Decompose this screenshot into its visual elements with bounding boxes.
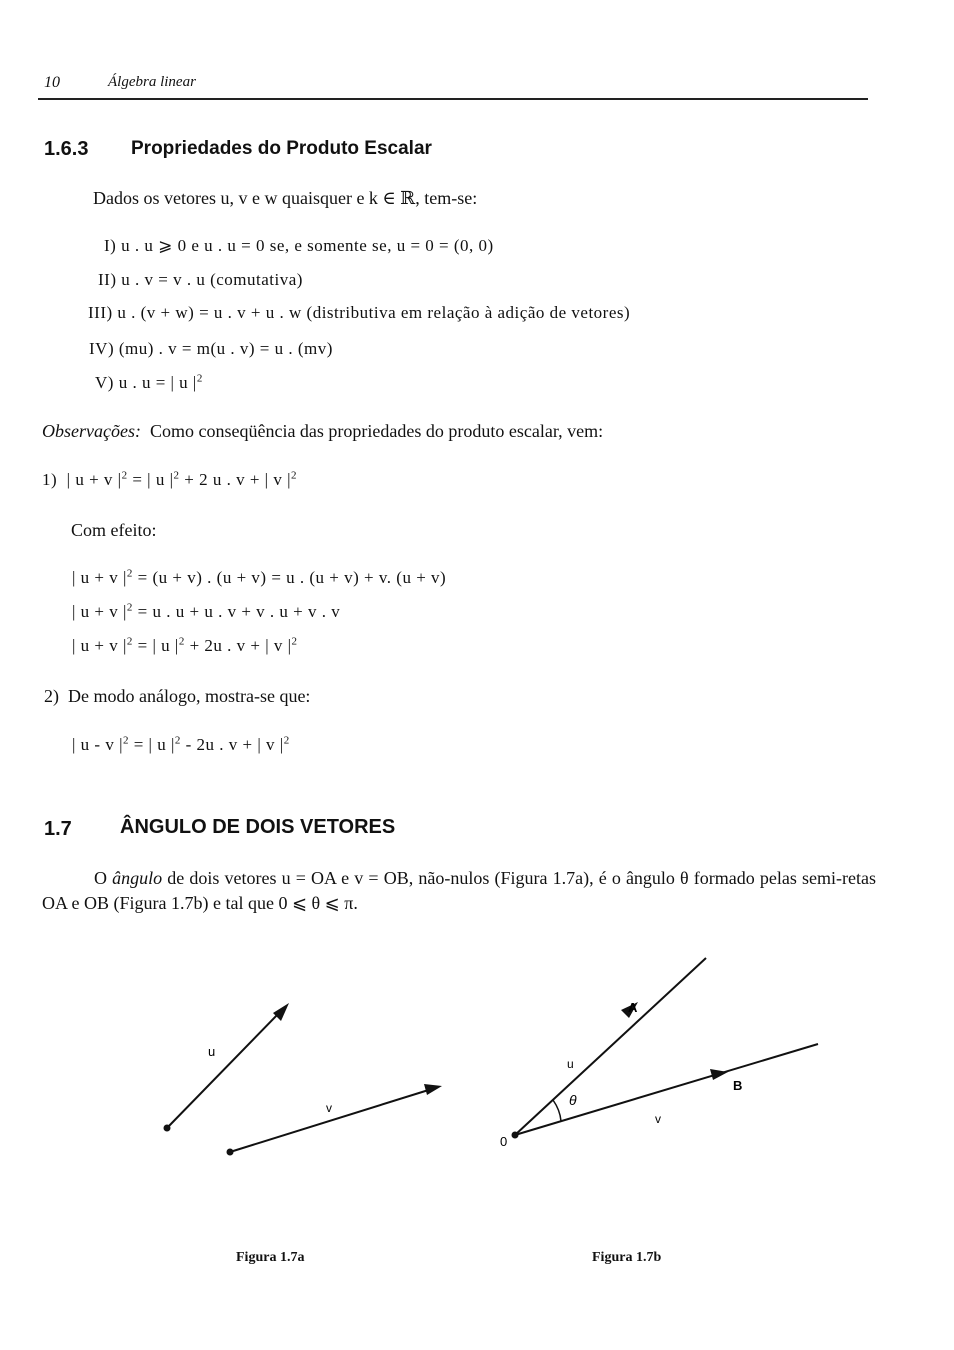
observation-2 xyxy=(44,686,310,707)
property-5-exponent: 2 xyxy=(196,372,203,385)
property-2: II) u . v = v . u (comutativa) xyxy=(98,270,303,289)
figure-a-caption: Figura 1.7a xyxy=(236,1250,305,1265)
figure-a-label-u: u xyxy=(208,1044,216,1059)
vector-v-origin-dot xyxy=(227,1149,234,1156)
vector-u-arrowhead xyxy=(273,1003,289,1021)
proof1-part2: = (u + v) . (u + v) = u . (u + v) + v. (u + v) xyxy=(132,568,447,587)
obs2-part1: | u - v | xyxy=(72,735,123,754)
proof2-exp: 2 xyxy=(126,601,133,614)
angle-def-start: O xyxy=(94,868,113,888)
figure-b-label-B: B xyxy=(733,1078,743,1093)
proof1-exp: 2 xyxy=(126,567,133,580)
obs1-exp3: 2 xyxy=(290,469,297,482)
figure-b-label-theta: θ xyxy=(569,1092,577,1108)
obs2-exp3: 2 xyxy=(283,734,290,747)
obs2-text: De modo análogo, mostra-se que: xyxy=(68,686,311,706)
obs2-exp2: 2 xyxy=(174,734,181,747)
obs1-part1: | u + v | xyxy=(66,470,122,489)
angle-theta-arc xyxy=(553,1100,561,1121)
proof3-part1: | u + v | xyxy=(72,636,127,655)
vector-u-line xyxy=(167,1012,280,1128)
observation-2-formula xyxy=(72,735,290,755)
property-1: I) u . u ⩾ 0 e u . u = 0 se, e somente se, u = 0 = (0, 0) xyxy=(104,236,494,255)
observations-paragraph xyxy=(42,421,603,442)
proof-line-1 xyxy=(72,568,446,588)
section-number-163: 1.6.3 xyxy=(44,138,89,160)
section-title-17: ÂNGULO DE DOIS VETORES xyxy=(120,816,396,838)
observations-text: Como conseqüência das propriedades do produto escalar, vem: xyxy=(149,421,604,441)
figure-a-label-v: v xyxy=(326,1101,332,1115)
proof3-part3: + 2u . v + | v | xyxy=(184,636,292,655)
proof3-exp3: 2 xyxy=(291,635,298,648)
angle-def-term: ângulo xyxy=(112,868,163,888)
proof2-part2: = u . u + u . v + v . u + v . v xyxy=(132,602,341,621)
obs1-exp1: 2 xyxy=(121,469,128,482)
proof3-exp1: 2 xyxy=(126,635,133,648)
proof-line-3 xyxy=(72,636,298,656)
obs1-exp2: 2 xyxy=(173,469,180,482)
obs2-part2: = | u | xyxy=(128,735,175,754)
section-number-17: 1.7 xyxy=(44,818,72,840)
figure-1-7b xyxy=(490,950,830,1160)
property-5 xyxy=(95,373,203,393)
obs2-exp1: 2 xyxy=(122,734,129,747)
figure-b-label-u: u xyxy=(567,1057,574,1071)
proof-line-2 xyxy=(72,602,340,622)
angle-def-rest: de dois vetores u = OA e v = OB, não-nulos (Figura 1.7a), é o ângulo θ formado pelas semi-retas OA e OB (Figura 1.7b) e tal que 0 ⩽ θ ⩽ π. xyxy=(42,868,877,913)
property-3: III) u . (v + w) = u . v + u . w (distributiva em relação à adição de vetores) xyxy=(88,303,631,322)
proof1-part1: | u + v | xyxy=(72,568,127,587)
obs2-number: 2) xyxy=(44,686,59,706)
page-number: 10 xyxy=(44,74,60,91)
proof3-exp2: 2 xyxy=(178,635,185,648)
obs1-part3: + 2 u . v + | v | xyxy=(179,470,291,489)
figure-b-label-A: A xyxy=(628,1000,638,1015)
proof3-part2: = | u | xyxy=(132,636,179,655)
vector-v-line xyxy=(230,1088,435,1152)
observations-label: Observações: xyxy=(42,421,141,441)
figure-b-label-v: v xyxy=(655,1112,661,1126)
section-163-intro: Dados os vetores u, v e w quaisquer e k ∈ ℝ, tem-se: xyxy=(93,188,478,208)
property-4: IV) (mu) . v = m(u . v) = u . (mv) xyxy=(89,339,333,358)
com-efeito-label: Com efeito: xyxy=(71,520,157,540)
figure-b-label-O: 0 xyxy=(500,1134,508,1149)
vector-v-arrowhead xyxy=(424,1084,442,1095)
obs2-part3: - 2u . v + | v | xyxy=(180,735,284,754)
section-title-163: Propriedades do Produto Escalar xyxy=(131,138,432,159)
ray-OB xyxy=(515,1044,818,1135)
obs1-part2: = | u | xyxy=(127,470,174,489)
running-header-title: Álgebra linear xyxy=(108,74,196,90)
ray-OA xyxy=(515,958,706,1135)
origin-point-O xyxy=(512,1132,519,1139)
proof2-part1: | u + v | xyxy=(72,602,127,621)
observation-1-formula xyxy=(42,470,297,490)
obs1-number: 1) xyxy=(42,470,58,489)
property-5-text: V) u . u = | u | xyxy=(95,373,197,392)
angle-definition-paragraph xyxy=(42,866,876,916)
vector-u-origin-dot xyxy=(164,1125,171,1132)
figure-1-7a xyxy=(150,990,460,1170)
arrowhead-B xyxy=(710,1069,728,1080)
figure-b-caption: Figura 1.7b xyxy=(592,1250,662,1265)
header-rule xyxy=(38,98,868,100)
